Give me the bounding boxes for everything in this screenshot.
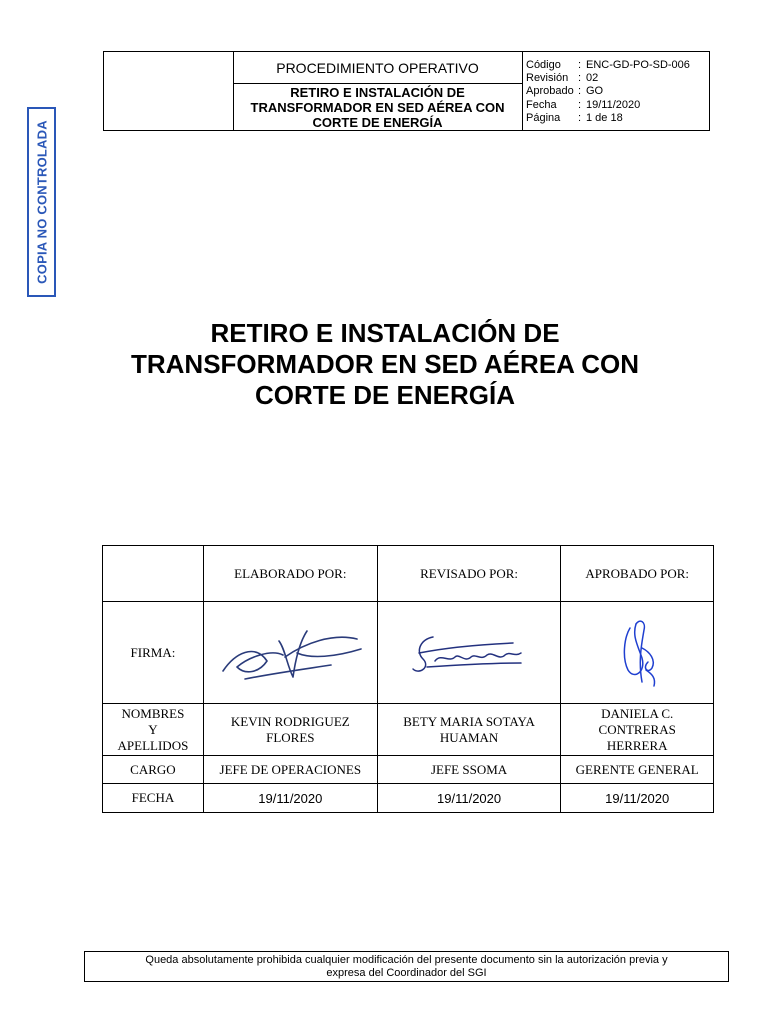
document-header	[103, 51, 710, 131]
meta-label: Código	[526, 59, 561, 71]
meta-value: 19/11/2020	[586, 98, 641, 111]
footer-line: Queda absolutamente prohibida cualquier modificación del presente documento sin la autorización previa y	[145, 954, 668, 966]
header-meta	[526, 59, 690, 125]
main-title-line: RETIRO E INSTALACIÓN DE	[210, 318, 560, 348]
approval-header-row	[103, 546, 714, 602]
main-title	[100, 318, 670, 411]
main-title-line: CORTE DE ENERGÍA	[254, 380, 516, 410]
meta-value: 1 de 18	[586, 111, 623, 124]
header-doc-title	[233, 84, 522, 130]
header-title-line: CORTE DE ENERGÍA	[312, 115, 443, 130]
header-aprobado: APROBADO POR:	[561, 546, 714, 602]
approval-table	[102, 545, 714, 813]
procedure-label: PROCEDIMIENTO OPERATIVO	[233, 52, 522, 84]
fecha-aprobado: 19/11/2020	[561, 784, 714, 813]
header-revisado: REVISADO POR:	[377, 546, 561, 602]
header-center-cell	[233, 52, 523, 130]
signature-elaborado	[203, 602, 377, 704]
header-logo-cell	[104, 52, 234, 130]
header-title-line: RETIRO E INSTALACIÓN DE	[290, 85, 465, 100]
meta-row-fecha: Fecha : 19/11/2020	[526, 98, 641, 111]
meta-row-aprobado: Aprobado : GO	[526, 85, 604, 98]
meta-value: 02	[586, 72, 599, 85]
signature-revisado	[377, 602, 561, 704]
meta-row-pagina: Página : 1 de 18	[526, 111, 623, 124]
footer-line: expresa del Coordinador del SGI	[326, 967, 487, 979]
cargo-aprobado: GERENTE GENERAL	[561, 756, 714, 784]
meta-value: GO	[586, 85, 604, 98]
fecha-revisado: 19/11/2020	[377, 784, 561, 813]
stamp-text: COPIA NO CONTROLADA	[34, 120, 49, 284]
meta-label: Revisión	[526, 72, 569, 85]
empty-corner-cell	[103, 546, 204, 602]
meta-row-revision: Revisión : 02	[526, 72, 599, 85]
fecha-label: FECHA	[103, 784, 204, 813]
firma-row	[103, 602, 714, 704]
meta-label: Fecha	[526, 98, 557, 111]
header-elaborado: ELABORADO POR:	[203, 546, 377, 602]
fecha-elaborado: 19/11/2020	[203, 784, 377, 813]
handwritten-signature-icon	[215, 613, 365, 693]
meta-row-codigo: Código : ENC-GD-PO-SD-006	[526, 59, 690, 71]
uncontrolled-copy-stamp	[27, 107, 56, 297]
meta-label: Página	[526, 111, 561, 124]
main-title-line: TRANSFORMADOR EN SED AÉREA CON	[131, 349, 639, 379]
names-row	[103, 704, 714, 756]
signature-aprobado	[561, 602, 714, 704]
names-label: NOMBRES Y APELLIDOS	[103, 704, 204, 756]
handwritten-signature-icon	[602, 608, 672, 698]
handwritten-signature-icon	[409, 623, 529, 683]
fecha-row	[103, 784, 714, 813]
name-revisado: BETY MARIA SOTAYA HUAMAN	[377, 704, 561, 756]
meta-value: ENC-GD-PO-SD-006	[586, 59, 690, 71]
cargo-row	[103, 756, 714, 784]
cargo-revisado: JEFE SSOMA	[377, 756, 561, 784]
name-aprobado: DANIELA C. CONTRERAS HERRERA	[561, 704, 714, 756]
footer-disclaimer	[84, 951, 729, 982]
cargo-elaborado: JEFE DE OPERACIONES	[203, 756, 377, 784]
header-title-line: TRANSFORMADOR EN SED AÉREA CON	[250, 100, 505, 115]
firma-label: FIRMA:	[103, 602, 204, 704]
cargo-label: CARGO	[103, 756, 204, 784]
name-elaborado: KEVIN RODRIGUEZ FLORES	[203, 704, 377, 756]
meta-label: Aprobado	[526, 85, 574, 98]
